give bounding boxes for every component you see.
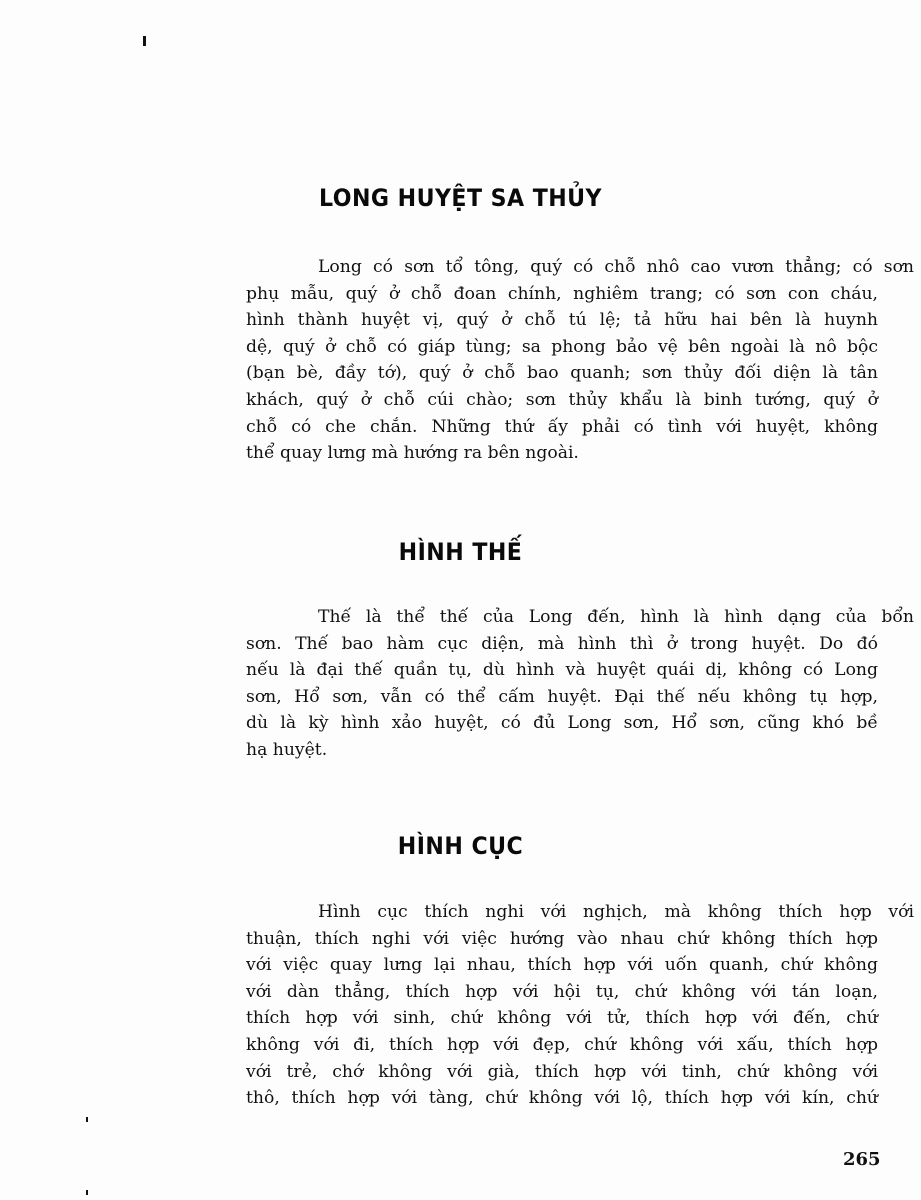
text-line: thể quay lưng mà hướng ra bên ngoài.: [246, 443, 579, 464]
text-line: phụ mẫu, quý ở chỗ đoan chính, nghiêm trang; có sơn con cháu,: [246, 283, 878, 304]
text-line: sơn. Thế bao hàm cục diện, mà hình thì ở trong huyệt. Do đó: [246, 633, 878, 654]
text-line: với dàn thẳng, thích hợp với hội tụ, chứ không với tán loạn,: [246, 981, 878, 1002]
text-line: (bạn bè, đầy tớ), quý ở chỗ bao quanh; sơn thủy đối diện là tân: [246, 363, 878, 384]
text-line: hạ huyệt.: [246, 739, 328, 760]
paragraph-long-huyet-sa-thuy: [246, 254, 914, 467]
scan-mark-left-1: [86, 1117, 88, 1122]
text-line: dệ, quý ở chỗ có giáp tùng; sa phong bảo vệ bên ngoài là nô bộc: [246, 336, 878, 357]
text-line: Long có sơn tổ tông, quý có chỗ nhô cao vươn thẳng; có sơn: [318, 257, 914, 277]
section-title-hinh-cuc: HÌNH CỤC: [397, 832, 524, 860]
text-line: Thế là thể thế của Long đến, hình là hình dạng của bổn: [318, 607, 914, 627]
text-line: hình thành huyệt vị, quý ở chỗ tú lệ; tả hữu hai bên là huynh: [246, 310, 878, 331]
page-number: 265: [843, 1149, 881, 1170]
text-line: với trẻ, chớ không với già, thích hợp với tinh, chứ không với: [246, 1061, 878, 1082]
text-line: dù là kỳ hình xảo huyệt, có đủ Long sơn, Hổ sơn, cũng khó bề: [246, 713, 878, 734]
text-line: với việc quay lưng lại nhau, thích hợp với uốn quanh, chứ không: [246, 955, 878, 976]
paragraph-hinh-the: [246, 604, 914, 764]
section-title-hinh-the: HÌNH THẾ: [398, 538, 523, 566]
text-line: khách, quý ở chỗ cúi chào; sơn thủy khẩu là binh tướng, quý ở: [246, 389, 878, 410]
text-line: thích hợp với sinh, chứ không với tử, thích hợp với đến, chứ: [246, 1008, 878, 1029]
scan-mark-top: [143, 36, 146, 46]
text-line: không với đi, thích hợp với đẹp, chứ không với xấu, thích hợp: [246, 1034, 878, 1055]
text-line: Hình cục thích nghi với nghịch, mà không thích hợp với: [318, 902, 914, 922]
text-line: nếu là đại thế quần tụ, dù hình và huyệt quái dị, không có Long: [246, 660, 878, 681]
text-line: chỗ có che chắn. Những thứ ấy phải có tình với huyệt, không: [246, 416, 878, 437]
scan-mark-left-2: [86, 1190, 88, 1195]
paragraph-hinh-cuc: [246, 899, 914, 1112]
text-line: thô, thích hợp với tàng, chứ không với lộ, thích hợp với kín, chứ: [246, 1088, 878, 1109]
text-line: sơn, Hổ sơn, vẫn có thể cấm huyệt. Đại thế nếu không tụ hợp,: [246, 686, 878, 707]
section-title-long-huyet-sa-thuy: LONG HUYỆT SA THỦY: [319, 184, 602, 212]
text-line: thuận, thích nghi với việc hướng vào nhau chứ không thích hợp: [246, 928, 878, 949]
